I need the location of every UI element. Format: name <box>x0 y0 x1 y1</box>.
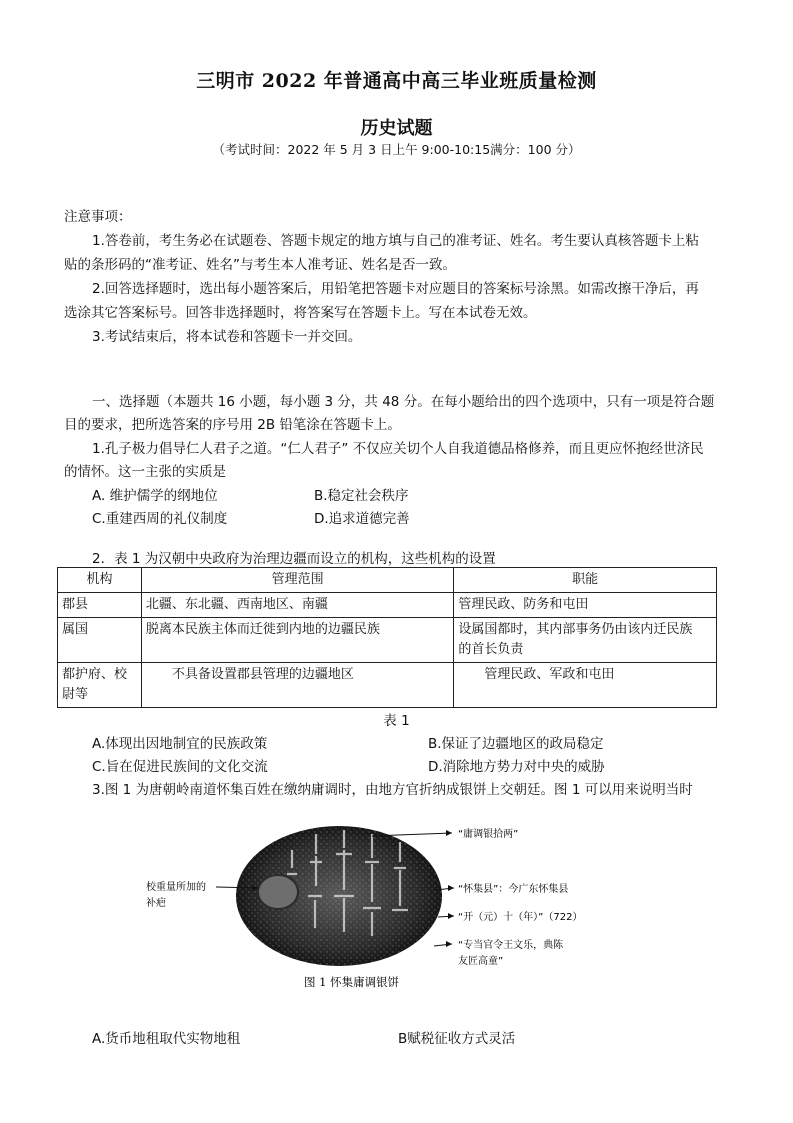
table-header-scope: 管理范围 <box>141 568 453 593</box>
table-row <box>58 663 717 708</box>
q2-option-b: B.保证了边疆地区的政局稳定 <box>428 736 604 752</box>
table-cell-scope: 北疆、东北疆、西南地区、南疆 <box>141 593 453 618</box>
q1-option-d: D.追求道德完善 <box>314 511 410 527</box>
table-cell-org: 属国 <box>58 618 142 663</box>
q3-option-b: B赋税征收方式灵活 <box>398 1031 516 1047</box>
q3-option-a: A.货币地租取代实物地租 <box>92 1031 241 1047</box>
table-cell-org <box>58 663 142 708</box>
table-row <box>58 618 717 663</box>
table-cell-duty: 管理民政、防务和屯田 <box>454 593 717 618</box>
table-caption: 表 1 <box>383 713 410 729</box>
q1-option-c: C.重建西周的礼仪制度 <box>92 511 228 527</box>
subject-title: 历史试题 <box>360 118 433 139</box>
label-huaiji: “怀集县”：今广东怀集县 <box>458 884 569 895</box>
label-official-line-1: “专当官令王文乐，典陈 <box>458 940 564 951</box>
q3-stem: 3.图 1 为唐朝岭南道怀集百姓在缴纳庸调时，由地方官折纳成银饼上交朝廷。图 1 可以用来说明当时 <box>92 782 693 798</box>
q1-stem-line-2: 的情怀。这一主张的实质是 <box>64 464 226 480</box>
notice-item-2-line-1: 2.回答选择题时，选出每小题答案后，用铅笔把答题卡对应题目的答案标号涂黑。如需改擦干净后，再 <box>92 281 699 297</box>
label-kaiyuan: “开（元）十（年）”（722） <box>458 912 583 923</box>
table-header-duty: 职能 <box>454 568 717 593</box>
table-header-row <box>58 568 717 593</box>
q2-option-c: C.旨在促进民族间的文化交流 <box>92 759 268 775</box>
notice-item-2-line-2: 选涂其它答案标号。回答非选择题时，将答案写在答题卡上。写在本试卷无效。 <box>64 305 537 321</box>
table-cell-org-line-2: 尉等 <box>62 687 89 702</box>
section1-intro-line-1: 一、选择题（本题共 16 小题，每小题 3 分，共 48 分。在每小题给出的四个选项中，只有一项是符合题 <box>92 394 715 410</box>
label-yongdiao: “庸调银拾两” <box>458 829 519 840</box>
q2-option-d: D.消除地方势力对中央的威胁 <box>428 759 605 775</box>
table-cell-duty-line-1: 设属国都时，其内部事务仍由该内迁民族 <box>458 622 693 637</box>
label-official-line-2: 友匠高童” <box>458 956 504 967</box>
q2-option-a: A.体现出因地制宜的民族政策 <box>92 736 268 752</box>
notice-heading: 注意事项： <box>64 209 132 225</box>
figure-1-silver-cake <box>146 812 716 992</box>
table-cell-duty <box>454 618 717 663</box>
repair-patch <box>258 875 298 909</box>
notice-item-1-line-2: 贴的条形码的“准考证、姓名”与考生本人准考证、姓名是否一致。 <box>64 257 456 273</box>
page-title: 三明市 2022 年普通高中高三毕业班质量检测 <box>196 70 597 92</box>
notice-item-3: 3.考试结束后，将本试卷和答题卡一并交回。 <box>92 329 362 345</box>
q1-option-b: B.稳定社会秩序 <box>314 488 409 504</box>
left-note-line-1: 校重量所加的 <box>146 882 206 893</box>
exam-info: （考试时间：2022 年 5 月 3 日上午 9:00-10:15满分：100 分） <box>212 142 581 157</box>
table-cell-scope: 脱离本民族主体而迁徙到内地的边疆民族 <box>141 618 453 663</box>
q1-stem-line-1: 1.孔子极力倡导仁人君子之道。“仁人君子” 不仅应关切个人自我道德品格修养，而且更应怀抱经世济民 <box>92 441 704 457</box>
table-cell-org: 郡县 <box>58 593 142 618</box>
notice-item-1-line-1: 1.答卷前，考生务必在试题卷、答题卡规定的地方填与自己的准考证、姓名。考生要认真核答题卡上粘 <box>92 233 699 249</box>
q2-stem: 2．表 1 为汉朝中央政府为治理边疆而设立的机构，这些机构的设置 <box>92 551 496 567</box>
section1-intro-line-2: 目的要求，把所选答案的序号用 2B 铅笔涂在答题卡上。 <box>64 417 401 433</box>
left-note-line-2: 补疤 <box>146 898 166 909</box>
q1-option-a: A. 维护儒学的纲地位 <box>92 488 218 504</box>
table-1 <box>57 567 717 708</box>
table-cell-scope: 不具备设置郡县管理的边疆地区 <box>141 663 453 708</box>
table-cell-org-line-1: 都护府、校 <box>62 667 128 682</box>
table-cell-duty-line-2: 的首长负责 <box>458 642 524 657</box>
table-row <box>58 593 717 618</box>
figure-caption: 图 1 怀集庸调银饼 <box>304 975 400 989</box>
table-header-org: 机构 <box>58 568 142 593</box>
table-cell-duty: 管理民政、军政和屯田 <box>454 663 717 708</box>
